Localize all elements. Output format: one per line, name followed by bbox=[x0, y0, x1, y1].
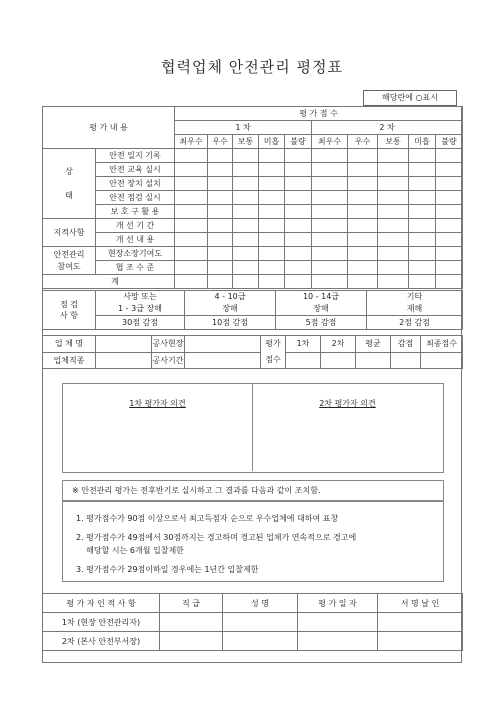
score-cell bbox=[208, 247, 233, 261]
score-cell bbox=[233, 205, 259, 219]
score-cell bbox=[285, 205, 312, 219]
score-cell bbox=[436, 233, 463, 247]
score-cell bbox=[378, 149, 409, 163]
score-cell bbox=[312, 261, 348, 275]
content-label: 평 가 내 용 bbox=[43, 107, 175, 149]
grade-header: 최우수 bbox=[175, 135, 208, 149]
score-cell bbox=[312, 233, 348, 247]
score-cell bbox=[259, 247, 285, 261]
penalty-deduct: 30점 감점 bbox=[96, 316, 185, 330]
score-cell bbox=[409, 275, 436, 289]
score-cell bbox=[208, 149, 233, 163]
criterion-label: 안전 교육 실시 bbox=[96, 163, 175, 177]
penalty-cat: 사망 또는 1 - 3급 장해 bbox=[96, 291, 185, 316]
rule-item: 1. 평가점수가 90점 이상으로서 최고득점자 순으로 우수업체에 대하여 표창 bbox=[76, 514, 339, 523]
score-cell bbox=[208, 205, 233, 219]
signer-header: 평 가 자 인 적 사 항 bbox=[43, 594, 160, 613]
score-cell bbox=[378, 247, 409, 261]
page-title: 협력업체 안전관리 평정표 bbox=[161, 58, 343, 76]
score-cell bbox=[409, 205, 436, 219]
score-cell bbox=[285, 149, 312, 163]
score-cell bbox=[233, 177, 259, 191]
score-cell bbox=[436, 149, 463, 163]
grade-header: 미흡 bbox=[259, 135, 285, 149]
score-cell bbox=[175, 191, 208, 205]
score-cell bbox=[409, 219, 436, 233]
group-label: 상 태 bbox=[43, 149, 96, 219]
criterion-label: 개 선 기 간 bbox=[96, 219, 175, 233]
score-cell bbox=[348, 233, 378, 247]
score-cell bbox=[175, 149, 208, 163]
score-cell bbox=[208, 261, 233, 275]
score-cell bbox=[312, 149, 348, 163]
penalty-deduct: 5점 감점 bbox=[276, 316, 367, 330]
score-col: 평균 bbox=[356, 336, 391, 353]
score-cell bbox=[409, 163, 436, 177]
signer-header: 서 명 날 인 bbox=[378, 594, 463, 613]
score-cell bbox=[233, 261, 259, 275]
score-cell bbox=[348, 149, 378, 163]
penalty-label: 점 검 사 항 bbox=[43, 291, 96, 330]
score-col: 1차 bbox=[286, 336, 321, 353]
grade-header: 불량 bbox=[285, 135, 312, 149]
group-label: 지적사항 bbox=[43, 219, 96, 247]
score-cell bbox=[312, 247, 348, 261]
score-cell bbox=[285, 219, 312, 233]
score-col: 최종점수 bbox=[421, 336, 463, 353]
second-opinion-label: 2차 평가자 의견 bbox=[319, 399, 376, 408]
score-cell bbox=[233, 163, 259, 177]
score-cell bbox=[259, 233, 285, 247]
score-cell bbox=[312, 177, 348, 191]
score-cell bbox=[233, 233, 259, 247]
score-cell bbox=[348, 163, 378, 177]
penalty-table bbox=[42, 290, 463, 330]
period-value bbox=[185, 352, 261, 369]
rule-item: 2. 평가점수가 49점에서 30점까지는 경고하며 경고된 업체가 연속적으로 경고에 bbox=[76, 533, 357, 542]
signers-table bbox=[42, 593, 463, 651]
criterion-label: 안전 점검 실시 bbox=[96, 191, 175, 205]
penalty-deduct: 10점 감점 bbox=[185, 316, 276, 330]
score-cell bbox=[378, 163, 409, 177]
site-label: 공사현장 bbox=[152, 336, 185, 353]
score-cell bbox=[436, 177, 463, 191]
company-name-value bbox=[96, 336, 152, 353]
penalty-cat: 기타 재해 bbox=[367, 291, 463, 316]
score-cell bbox=[208, 177, 233, 191]
signer-row-label: 2차 (본사 안전부서장) bbox=[43, 632, 160, 651]
penalty-cat: 4 - 10급 장해 bbox=[185, 291, 276, 316]
score-cell bbox=[285, 247, 312, 261]
company-type-label: 업체직종 bbox=[43, 352, 96, 369]
score-cell bbox=[233, 219, 259, 233]
score-cell bbox=[409, 149, 436, 163]
score-cell bbox=[259, 205, 285, 219]
score-col: 감점 bbox=[391, 336, 421, 353]
score-cell bbox=[208, 191, 233, 205]
signer-header: 성 명 bbox=[223, 594, 298, 613]
score-cell bbox=[175, 247, 208, 261]
site-value bbox=[185, 336, 261, 353]
score-cell bbox=[378, 275, 409, 289]
score-col: 2차 bbox=[321, 336, 356, 353]
signer-header: 직 급 bbox=[160, 594, 223, 613]
score-cell bbox=[436, 247, 463, 261]
first-opinion-label: 1차 평가자 의견 bbox=[129, 399, 186, 408]
score-cell bbox=[259, 191, 285, 205]
score-cell bbox=[175, 233, 208, 247]
score-cell bbox=[312, 205, 348, 219]
score-cell bbox=[348, 191, 378, 205]
grade-header: 미흡 bbox=[409, 135, 436, 149]
signer-header: 평 가 일 자 bbox=[298, 594, 378, 613]
score-cell bbox=[409, 247, 436, 261]
score-cell bbox=[285, 233, 312, 247]
score-cell bbox=[233, 275, 259, 289]
evaluation-table bbox=[42, 106, 463, 289]
score-cell bbox=[378, 261, 409, 275]
score-cell bbox=[175, 177, 208, 191]
score-cell bbox=[378, 177, 409, 191]
score-cell bbox=[259, 163, 285, 177]
score-cell bbox=[175, 163, 208, 177]
score-cell bbox=[233, 247, 259, 261]
score-header: 평 가 점 수 bbox=[175, 107, 463, 121]
criterion-label: 보 호 구 활 용 bbox=[96, 205, 175, 219]
criterion-label: 개 선 내 용 bbox=[96, 233, 175, 247]
score-cell bbox=[312, 275, 348, 289]
score-cell bbox=[348, 275, 378, 289]
score-cell bbox=[409, 177, 436, 191]
grade-header: 우수 bbox=[348, 135, 378, 149]
score-cell bbox=[259, 219, 285, 233]
score-cell bbox=[285, 191, 312, 205]
score-cell bbox=[409, 191, 436, 205]
score-cell bbox=[285, 261, 312, 275]
score-cell bbox=[436, 163, 463, 177]
penalty-cat: 10 - 14급 장해 bbox=[276, 291, 367, 316]
group-label: 안전관리 참여도 bbox=[43, 247, 96, 275]
score-cell bbox=[378, 191, 409, 205]
grade-header: 불량 bbox=[436, 135, 463, 149]
criterion-label: 협 조 수 준 bbox=[96, 261, 175, 275]
mark-note: 해당란에 ○표시 bbox=[363, 90, 457, 106]
score-cell bbox=[436, 261, 463, 275]
rules-list bbox=[76, 513, 436, 583]
score-cell bbox=[233, 191, 259, 205]
criterion-label: 안전 일지 기록 bbox=[96, 149, 175, 163]
score-cell bbox=[208, 275, 233, 289]
score-cell bbox=[348, 261, 378, 275]
score-cell bbox=[175, 205, 208, 219]
score-cell bbox=[409, 261, 436, 275]
criterion-label: 안전 장치 설치 bbox=[96, 177, 175, 191]
score-cell bbox=[208, 163, 233, 177]
total-label: 계 bbox=[43, 275, 175, 289]
rule-item: 3. 평가점수가 29점이하일 경우에는 1년간 입찰제한 bbox=[76, 565, 259, 574]
score-cell bbox=[348, 205, 378, 219]
score-cell bbox=[175, 219, 208, 233]
grade-header: 보통 bbox=[378, 135, 409, 149]
score-cell bbox=[348, 219, 378, 233]
score-label: 평가 점수 bbox=[261, 336, 286, 369]
penalty-deduct: 2점 감점 bbox=[367, 316, 463, 330]
score-cell bbox=[436, 191, 463, 205]
period-label: 공사기간 bbox=[152, 352, 185, 369]
grade-header: 최우수 bbox=[312, 135, 348, 149]
score-cell bbox=[436, 275, 463, 289]
score-cell bbox=[175, 275, 208, 289]
score-cell bbox=[312, 191, 348, 205]
score-cell bbox=[312, 163, 348, 177]
score-cell bbox=[436, 205, 463, 219]
score-cell bbox=[233, 149, 259, 163]
company-table bbox=[42, 335, 463, 369]
score-cell bbox=[285, 177, 312, 191]
score-cell bbox=[285, 163, 312, 177]
rule-item: 해당할 시는 6개월 입찰제한 bbox=[76, 546, 184, 555]
score-cell bbox=[378, 233, 409, 247]
opinion-divider bbox=[252, 383, 253, 471]
company-name-label: 업 체 명 bbox=[43, 336, 96, 353]
score-cell bbox=[259, 149, 285, 163]
score-cell bbox=[348, 247, 378, 261]
score-cell bbox=[409, 233, 436, 247]
score-cell bbox=[259, 177, 285, 191]
grade-header: 우수 bbox=[208, 135, 233, 149]
round1-header: 1 차 bbox=[175, 121, 312, 135]
round2-header: 2 차 bbox=[312, 121, 463, 135]
score-cell bbox=[208, 219, 233, 233]
grade-header: 보통 bbox=[233, 135, 259, 149]
score-cell bbox=[378, 219, 409, 233]
signer-row-label: 1차 (현장 안전관리자) bbox=[43, 613, 160, 632]
score-cell bbox=[378, 205, 409, 219]
criterion-label: 현장소장기여도 bbox=[96, 247, 175, 261]
score-cell bbox=[436, 219, 463, 233]
score-cell bbox=[312, 219, 348, 233]
notice-text: ※ 안전관리 평가는 전후반기로 실시하고 그 결과를 다음과 같이 조치함. bbox=[72, 486, 321, 495]
score-cell bbox=[175, 261, 208, 275]
score-cell bbox=[208, 233, 233, 247]
score-cell bbox=[259, 261, 285, 275]
company-type-value bbox=[96, 352, 152, 369]
opinion-box bbox=[62, 383, 444, 473]
score-cell bbox=[348, 177, 378, 191]
score-cell bbox=[259, 275, 285, 289]
score-cell bbox=[285, 275, 312, 289]
